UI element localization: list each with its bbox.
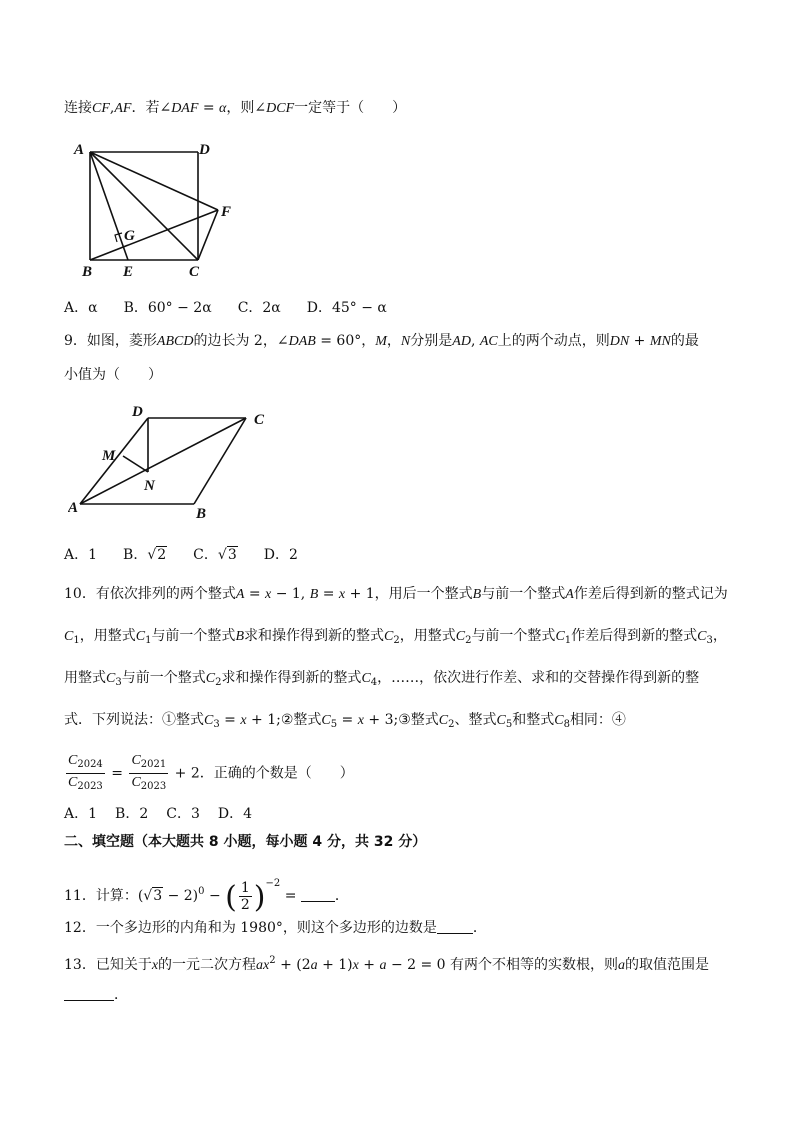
- q10-option-d[interactable]: D．4: [217, 806, 252, 822]
- q9-option-d[interactable]: D．2: [263, 547, 298, 563]
- q10-option-c[interactable]: C．3: [166, 806, 200, 822]
- q13-stem-line1: 13．已知关于x的一元二次方程$ax^2 + (2a + 1)x + a - 2 = 0$ 有两个不相等的实数根，则a的取值范围是: [64, 955, 710, 973]
- q10-option-a[interactable]: A．1: [64, 806, 98, 822]
- q13-stem-line2: ．: [64, 985, 128, 1005]
- q8-stem: 连接CF,AF．若∠DAF = α，则∠DCF一定等于（ ）: [64, 100, 407, 116]
- q10-stem-line1: 10．有依次排列的两个整式A = x − 1, B = x + 1，用后一个整式B与前一个整式A作差后得到新的整式记为: [64, 586, 728, 602]
- q8-option-b[interactable]: B．60° − 2α: [123, 300, 212, 316]
- q10-option-b[interactable]: B．2: [115, 806, 149, 822]
- q10-stem-line3: 用整式$C_3$与前一个整式$C_2$求和操作得到新的整式$C_4$，……，依次进行作差、求和的交替操作得到新的整: [64, 670, 700, 688]
- q8-label-f: F: [221, 204, 232, 220]
- q9-label-c: C: [254, 412, 265, 428]
- section-fill-in-heading: 二、填空题（本大题共 8 小题，每小题 4 分，共 32 分）: [64, 834, 427, 850]
- q13-answer-blank[interactable]: [64, 986, 114, 1001]
- q9-label-b: B: [196, 506, 207, 522]
- q8-option-d[interactable]: D．45° − α: [306, 300, 387, 316]
- q9-label-n: N: [144, 478, 155, 494]
- q8-segment-ac: [90, 152, 198, 260]
- q8-segment-ae: [90, 152, 128, 260]
- q8-label-e: E: [123, 264, 134, 280]
- q10-stem-line2: $C_1$，用整式$C_1$与前一个整式B求和操作得到新的整式$C_2$，用整式$C_2$与前一个整式$C_1$作差后得到新的整式$C_3$，: [64, 628, 727, 646]
- q9-options: [64, 545, 324, 565]
- q8-options: [64, 298, 413, 318]
- q8-option-a[interactable]: A．α: [64, 300, 98, 316]
- q8-square-figure: [68, 136, 248, 282]
- q9-stem-line2: 小值为（ ）: [64, 367, 162, 383]
- q11-sqrt: √3: [143, 888, 163, 904]
- q9-option-b[interactable]: B．√2: [123, 547, 167, 563]
- q8-label-g: G: [124, 228, 135, 244]
- q9-rhombus-figure: [68, 400, 288, 522]
- q11-answer-blank[interactable]: [301, 887, 335, 902]
- q12-stem: 12．一个多边形的内角和为 1980°，则这个多边形的边数是 ．: [64, 920, 487, 936]
- q8-segment-cf: [198, 210, 218, 260]
- q10-fraction-left: $\frac{C_{2024}}{C_{2023}}$: [68, 753, 103, 792]
- q9-label-d: D: [132, 404, 143, 420]
- q9-option-c[interactable]: C．√3: [193, 547, 237, 563]
- q9-segment-mn: [123, 456, 148, 472]
- q10-stem-line4: 式．下列说法：①整式$C_3 = x$ + 1;②整式$C_5 = x$ + 3;③整式$C_2$、整式$C_5$和整式$C_8$相同：④: [64, 712, 626, 730]
- q9-option-c-sqrt: √3: [217, 547, 237, 563]
- q8-option-c[interactable]: C．2α: [237, 300, 281, 316]
- q8-label-d: D: [199, 142, 210, 158]
- q10-stem-line5: $\frac{C_{2024}}{C_{2023}}$ = $\frac{C_{2021}}{C_{2023}}$ + 2．正确的个数是（ ）: [64, 752, 354, 795]
- q9-option-a[interactable]: A．1: [64, 547, 98, 563]
- q10-options: [64, 804, 278, 824]
- q11-stem: 11．计算：$(√3 - 2)^0$ − ( $\frac{1}{2}$ )$^{-2}$ = ．: [64, 878, 349, 915]
- q9-label-m: M: [102, 448, 116, 464]
- q11-fraction: $\frac{1}{2}$: [240, 879, 250, 913]
- q10-fraction-right: $\frac{C_{2021}}{C_{2023}}$: [131, 753, 167, 792]
- q12-answer-blank[interactable]: [437, 919, 473, 934]
- q9-option-b-sqrt: √2: [147, 547, 167, 563]
- q8-label-a: A: [74, 142, 85, 158]
- q8-label-c: C: [189, 264, 200, 280]
- q9-label-a: A: [68, 500, 79, 516]
- q8-label-b: B: [82, 264, 93, 280]
- q9-stem-line1: 9．如图，菱形ABCD的边长为 2，∠DAB = 60°，M，N分别是AD, AC上的两个动点，则DN + MN的最: [64, 333, 699, 349]
